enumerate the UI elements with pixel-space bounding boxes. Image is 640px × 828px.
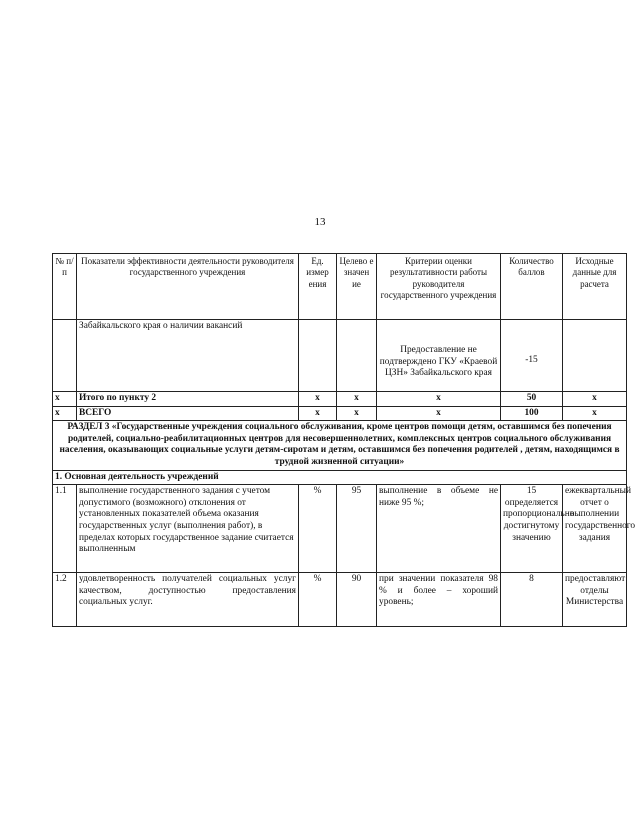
cell-target: х: [337, 392, 377, 407]
points-text: -15: [525, 355, 538, 365]
cell-source: х: [563, 392, 627, 407]
cell-target: х: [337, 406, 377, 421]
section-3-row: [53, 421, 627, 470]
header-points: Количество баллов: [501, 254, 563, 320]
cell-criteria: при значении показателя 98 % и более – хороший уровень;: [377, 573, 501, 627]
indicators-table: [52, 253, 636, 627]
cell-unit: %: [299, 573, 337, 627]
table-row-total-item2: [53, 392, 627, 407]
cell-unit: [299, 320, 337, 392]
cell-target: 95: [337, 485, 377, 573]
cell-indicator: удовлетворенность получателей социальных услуг качеством, доступностью предоставления социальных услуг.: [77, 573, 299, 627]
page-number: 13: [314, 216, 326, 228]
cell-unit: х: [299, 392, 337, 407]
cell-target: 90: [337, 573, 377, 627]
cell-criteria: х: [377, 392, 501, 407]
cell-num: 1.1: [53, 485, 77, 573]
cell-points: [501, 320, 563, 392]
cell-criteria: [377, 320, 501, 392]
table-row: [53, 573, 627, 627]
cell-source: [563, 320, 627, 392]
subsection-1-row: [53, 470, 627, 485]
table-row-continuation: [53, 320, 627, 392]
cell-points: 50: [501, 392, 563, 407]
cell-num: х: [53, 406, 77, 421]
section-3-title: РАЗДЕЛ 3 «Государственные учреждения социального обслуживания, кроме центров помощи детям, оставшимся без попечения родителей, социально-реабилитационных центров для несовершеннолетних, комплексных центров социального обслуживания населения, оказывающих социальные услуги детям-сиротам и детям, оставшимся без попечения родителей , детям, находящимся в трудной жизненной ситуации»: [53, 421, 627, 470]
cell-points: 100: [501, 406, 563, 421]
header-criteria: Критерии оценки результативности работы руководителя государственного учреждения: [377, 254, 501, 320]
cell-label: Итого по пункту 2: [77, 392, 299, 407]
cell-indicator: Забайкальского края о наличии вакансий: [77, 320, 299, 392]
cell-target: [337, 320, 377, 392]
cell-points: 15 определяется пропорционально достигнутому значению: [501, 485, 563, 573]
header-indicators: Показатели эффективности деятельности руководителя государственного учреждения: [77, 254, 299, 320]
cell-criteria: х: [377, 406, 501, 421]
subsection-1-title: 1. Основная деятельность учреждений: [53, 470, 627, 485]
table-row-total-all: [53, 406, 627, 421]
cell-source: ежеквартальный отчет о выполнении государственного задания: [563, 485, 627, 573]
table-row: [53, 485, 627, 573]
criteria-text: Предоставление не подтверждено ГКУ «Краевой ЦЗН» Забайкальского края: [379, 345, 498, 379]
header-target: Целево е значен ие: [337, 254, 377, 320]
cell-unit: %: [299, 485, 337, 573]
cell-num: [53, 320, 77, 392]
header-source: Исходные данные для расчета: [563, 254, 627, 320]
cell-indicator: выполнение государственного задания с учетом допустимого (возможного) отклонения от установленных показателей объема оказания государственных услуг (выполнения работ), в пределах которых государственное задание считается выполненным: [77, 485, 299, 573]
cell-num: х: [53, 392, 77, 407]
cell-criteria: выполнение в объеме не ниже 95 %;: [377, 485, 501, 573]
cell-num: 1.2: [53, 573, 77, 627]
cell-label: ВСЕГО: [77, 406, 299, 421]
cell-source: х: [563, 406, 627, 421]
cell-unit: х: [299, 406, 337, 421]
cell-source: предоставляют отделы Министерства: [563, 573, 627, 627]
table-header-row: [53, 254, 627, 320]
header-num: № п/п: [53, 254, 77, 320]
cell-points: 8: [501, 573, 563, 627]
header-unit: Ед. измер ения: [299, 254, 337, 320]
